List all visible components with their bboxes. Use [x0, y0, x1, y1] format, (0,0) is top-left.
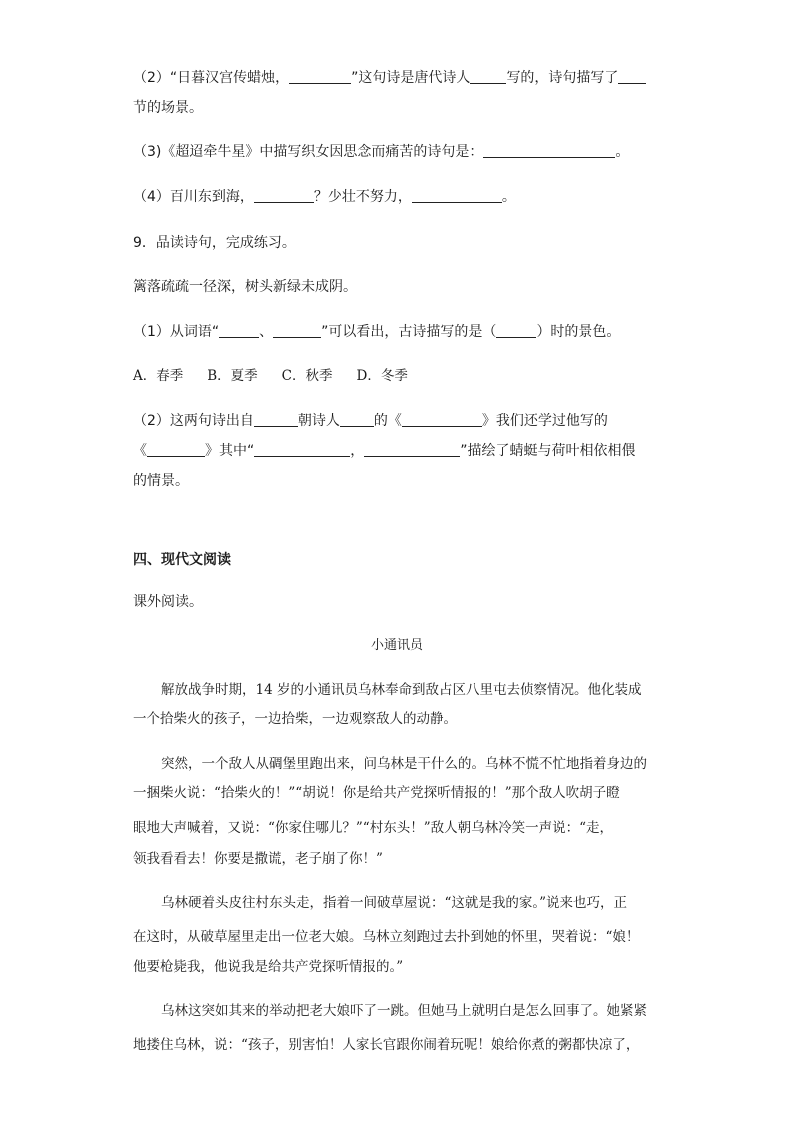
q8-4-text: 。: [501, 189, 516, 205]
instruction-text: 课外阅读。: [133, 594, 203, 610]
q9-2-text: 的《: [373, 413, 402, 429]
q9-2-text: 》其中“: [205, 443, 255, 459]
story-title: 小通讯员: [370, 638, 423, 653]
answer-blank[interactable]: [147, 442, 205, 457]
answer-blank[interactable]: [273, 323, 321, 338]
q9-1-text: ”可以看出，古诗描写的是（: [321, 324, 497, 340]
paragraph-1-line: 解放战争时期，14 岁的小通讯员乌林奉命到敌占区八里屯去侦察情况。他化装成: [161, 682, 642, 698]
answer-blank[interactable]: [254, 412, 298, 427]
paragraph-1-line: 一个拾柴火的孩子，一边拾柴，一边观察敌人的动静。: [133, 711, 457, 727]
q9-2-text: ，: [350, 443, 365, 459]
q8-2-line1: [133, 68, 646, 88]
q9-1-text: （1）从词语“: [133, 324, 220, 340]
answer-blank[interactable]: [483, 143, 615, 158]
paragraph-3-line: 乌林硬着头皮往村东头走，指着一间破草屋说：“这就是我的家。”说来也巧，正: [161, 895, 628, 911]
answer-blank[interactable]: [289, 69, 351, 84]
q8-3-line: [133, 142, 629, 162]
answer-blank[interactable]: [412, 188, 502, 203]
q9-1-text: 、: [259, 324, 274, 340]
answer-blank[interactable]: [219, 323, 259, 338]
answer-blank[interactable]: [340, 412, 374, 427]
option-a[interactable]: A．春季: [133, 368, 184, 384]
q9-2-text: ”描绘了蜻蜓与荷叶相依相偎: [460, 443, 636, 459]
answer-blank[interactable]: [254, 442, 350, 457]
q9-2-line3: 的情景。: [133, 473, 189, 489]
answer-blank[interactable]: [402, 412, 482, 427]
paragraph-2-line: 一捆柴火说：“拾柴火的！”“胡说！你是给共产党探听情报的！”那个敌人吹胡子瞪: [133, 785, 620, 801]
q9-title: 9．品读诗句，完成练习。: [133, 235, 296, 251]
q9-2-text: 《: [133, 443, 147, 459]
paragraph-4-line: 地搂住乌林，说：“孩子，别害怕！人家长官跟你闹着玩呢！娘给你煮的粥都快凉了，: [133, 1037, 640, 1053]
answer-blank[interactable]: [364, 442, 460, 457]
option-b[interactable]: B．夏季: [207, 368, 258, 384]
q8-4-text: ？少壮不努力，: [313, 189, 412, 205]
answer-blank[interactable]: [470, 69, 506, 84]
answer-blank[interactable]: [254, 188, 314, 203]
q8-3-text: 。: [615, 144, 630, 160]
q9-2-text: （2）这两句诗出自: [133, 413, 254, 429]
q9-2-text: 朝诗人: [297, 413, 340, 429]
paragraph-2-line: 眼地大声喊着，又说：“你家住哪儿？”“村东头！”敌人朝乌林冷笑一声说：“走，: [133, 820, 614, 836]
paragraph-3-line: 在这时，从破草屋里走出一位老大娘。乌林立刻跑过去扑到她的怀里，哭着说：“娘！: [133, 929, 640, 945]
option-d[interactable]: D．冬季: [356, 368, 408, 384]
q8-2-text: ”这句诗是唐代诗人: [351, 70, 471, 86]
option-c[interactable]: C．秋季: [281, 368, 333, 384]
q9-2-text: 》我们还学过他写的: [481, 413, 608, 429]
q8-3-text: （3)《超迢牵牛星》中描写织女因思念而痛苦的诗句是：: [133, 144, 484, 160]
q8-2-text: 写的，诗句描写了: [506, 70, 619, 86]
q9-1-line: [133, 322, 620, 342]
q9-1-options: [133, 366, 408, 386]
q9-2-line1: [133, 411, 608, 431]
q9-2-line2: [133, 441, 636, 461]
section-heading: 四、现代文阅读: [133, 552, 231, 568]
q9-poem: 篱落疏疏一径深，树头新绿未成阴。: [133, 279, 357, 295]
q8-4-line: [133, 187, 516, 207]
q9-1-text: ）时的景色。: [536, 324, 621, 340]
answer-blank[interactable]: [618, 69, 646, 84]
answer-blank[interactable]: [496, 323, 536, 338]
paragraph-3-line: 他要枪毙我，他说我是给共产党探听情报的。”: [133, 959, 404, 975]
paragraph-2-line: 领我看看去！你要是撒谎，老子崩了你！”: [133, 851, 383, 867]
q8-2-text: （2）“日暮汉宫传蜡烛，: [133, 70, 290, 86]
q8-2-line2: 节的场景。: [133, 100, 203, 116]
paragraph-4-line: 乌林这突如其来的举动把老大娘吓了一跳。但她马上就明白是怎么回事了。她紧紧: [161, 1003, 647, 1019]
paragraph-2-line: 突然，一个敌人从碉堡里跑出来，问乌林是干什么的。乌林不慌不忙地指着身边的: [161, 756, 647, 772]
q8-4-text: （4）百川东到海，: [133, 189, 254, 205]
